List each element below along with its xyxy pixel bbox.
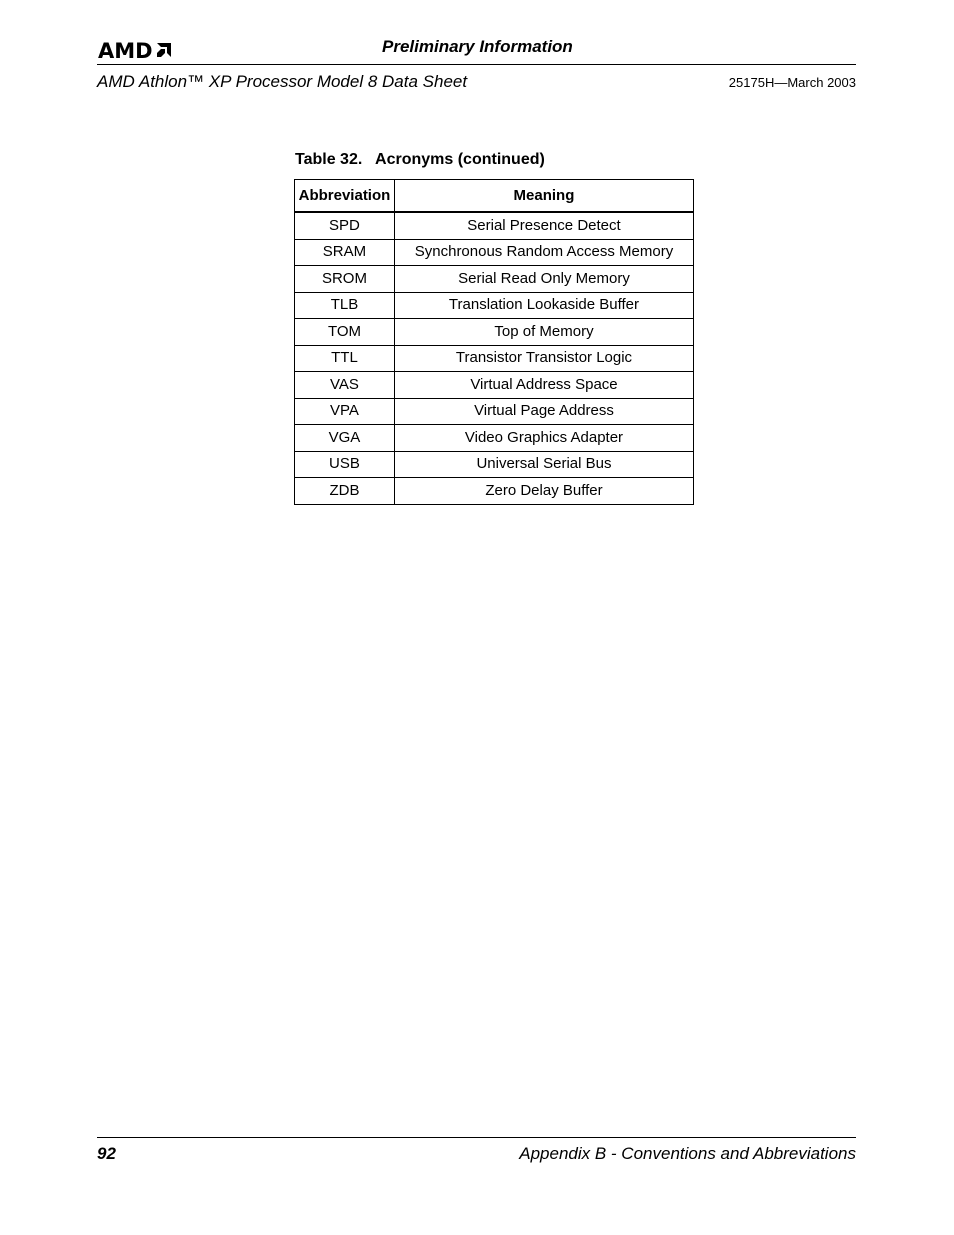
meaning-cell: Virtual Page Address: [394, 398, 693, 425]
table-row: [295, 239, 694, 266]
abbreviation-cell: VAS: [295, 372, 395, 399]
meaning-cell: Video Graphics Adapter: [394, 425, 693, 452]
table-row: [295, 372, 694, 399]
abbreviation-cell: USB: [295, 451, 395, 478]
table-row: [295, 478, 694, 505]
abbreviation-cell: SROM: [295, 266, 395, 293]
table-row: [295, 266, 694, 293]
abbreviation-cell: TLB: [295, 292, 395, 319]
abbreviation-cell: TOM: [295, 319, 395, 346]
logo-text: AMD: [98, 39, 153, 63]
footer-rule: [97, 1137, 856, 1138]
meaning-cell: Synchronous Random Access Memory: [394, 239, 693, 266]
abbreviation-cell: SPD: [295, 212, 395, 239]
meaning-cell: Top of Memory: [394, 319, 693, 346]
preliminary-information-label: Preliminary Information: [382, 37, 573, 56]
table-row: [295, 319, 694, 346]
document-title: AMD Athlon™ XP Processor Model 8 Data Sheet: [97, 72, 468, 91]
table-row: [295, 398, 694, 425]
table-caption: Table 32. Acronyms (continued): [295, 151, 545, 168]
page-number: 92: [97, 1144, 116, 1163]
meaning-cell: Translation Lookaside Buffer: [394, 292, 693, 319]
abbreviation-cell: SRAM: [295, 239, 395, 266]
meaning-cell: Serial Presence Detect: [394, 212, 693, 239]
meaning-cell: Transistor Transistor Logic: [394, 345, 693, 372]
table-row: [295, 425, 694, 452]
abbreviation-cell: VPA: [295, 398, 395, 425]
table-row: [295, 451, 694, 478]
meaning-cell: Universal Serial Bus: [394, 451, 693, 478]
table-row: [295, 212, 694, 239]
acronyms-table: [294, 179, 694, 505]
table-row: [295, 292, 694, 319]
table-header-row: [295, 180, 694, 213]
header-rule: [97, 64, 856, 65]
meaning-cell: Virtual Address Space: [394, 372, 693, 399]
section-name: Appendix B - Conventions and Abbreviations: [519, 1144, 856, 1163]
table-row: [295, 345, 694, 372]
amd-arrow-icon: [154, 42, 172, 60]
abbreviation-cell: VGA: [295, 425, 395, 452]
abbreviation-cell: TTL: [295, 345, 395, 372]
amd-logo: [98, 40, 172, 62]
column-header-abbreviation: Abbreviation: [295, 180, 395, 213]
meaning-cell: Serial Read Only Memory: [394, 266, 693, 293]
meaning-cell: Zero Delay Buffer: [394, 478, 693, 505]
column-header-meaning: Meaning: [394, 180, 693, 213]
document-id: 25175H—March 2003: [728, 75, 856, 90]
abbreviation-cell: ZDB: [295, 478, 395, 505]
